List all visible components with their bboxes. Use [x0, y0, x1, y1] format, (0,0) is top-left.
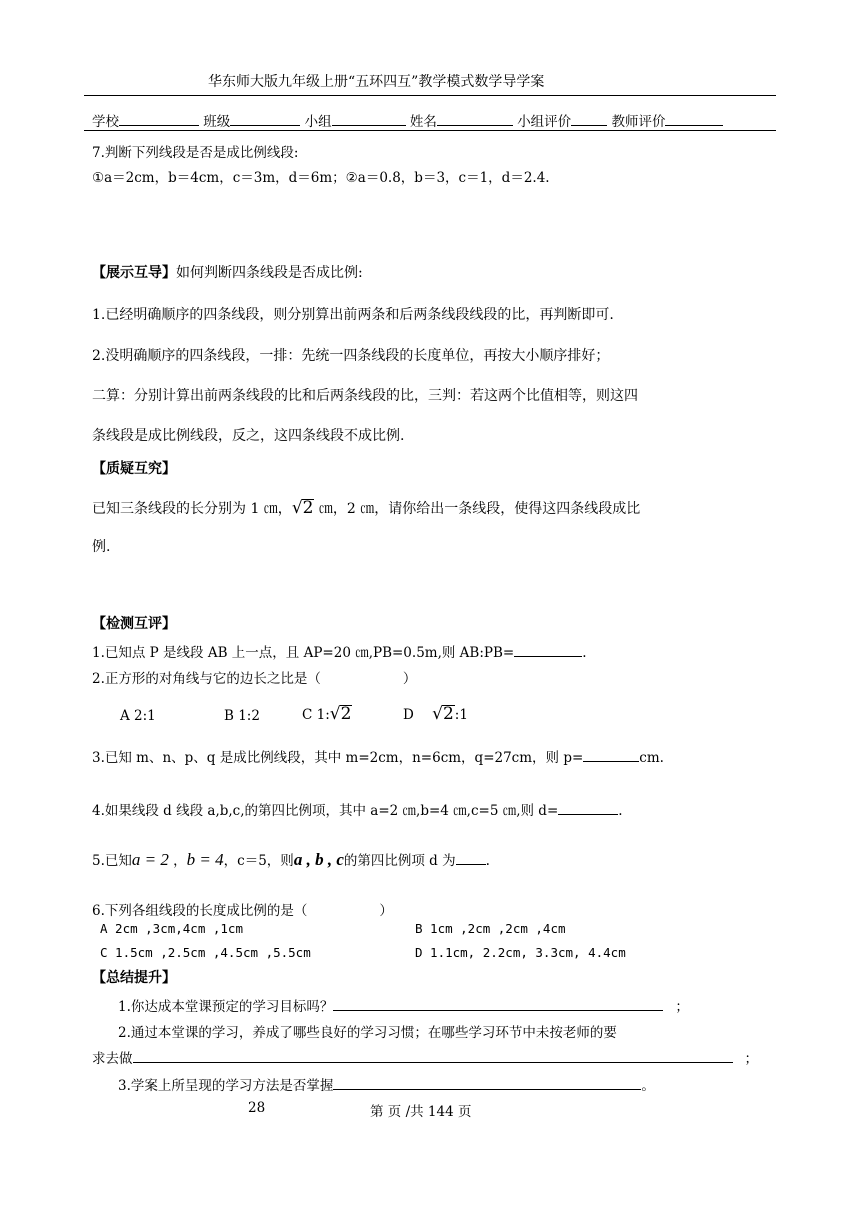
test-q3-text: 3.已知 m、n、p、q 是成比例线段，其中 m=2cm，n=6cm，q=27cm，则 p= [92, 750, 584, 766]
test-q5-a: 5.已知 [92, 853, 132, 869]
show-section [92, 262, 363, 282]
summary-s2-end: ； [744, 1051, 758, 1067]
q5-vars: a , b , c [293, 850, 344, 869]
teacher-eval-field[interactable] [665, 111, 723, 126]
s3-answer-blank[interactable] [333, 1076, 641, 1090]
summary-s1-end: ； [675, 999, 689, 1015]
q5-eq-b: b = 4 [186, 850, 224, 869]
test-q4-end: . [618, 803, 623, 819]
q6-option-d[interactable]: D 1.1cm, 2.2cm, 3.3cm, 4.4cm [415, 945, 626, 960]
sqrt-symbol: √2 [291, 498, 314, 518]
group-eval-field[interactable] [571, 111, 607, 126]
query-line1-b: ㎝，2 ㎝，请你给出一条线段，使得这四条线段成比 [314, 501, 641, 517]
q6-option-b[interactable]: B 1cm ,2cm ,2cm ,4cm [415, 921, 566, 936]
q1-answer-blank[interactable] [514, 643, 582, 657]
test-q6-end: ） [379, 903, 393, 919]
test-q5-d: 的第四比例项 d 为 [343, 853, 456, 869]
summary-s2b-text: 求去做 [92, 1051, 133, 1067]
test-q3 [92, 746, 664, 766]
q2-option-d-label: D [403, 707, 419, 723]
summary-s3-end: 。 [641, 1078, 655, 1094]
field-group-label: 小组 [304, 114, 332, 130]
q6-option-c[interactable]: C 1.5cm ,2.5cm ,4.5cm ,5.5cm [100, 945, 311, 960]
query-line1-a: 已知三条线段的长分别为 1 ㎝， [92, 501, 292, 517]
header-rule-bottom [84, 130, 776, 131]
query-line1 [92, 498, 640, 518]
s2-answer-blank[interactable] [133, 1049, 733, 1063]
sqrt-symbol: √2 [432, 704, 454, 724]
test-q4-text: 4.如果线段 d 线段 a,b,c,的第四比例项，其中 a=2 ㎝,b=4 ㎝,c=5 ㎝,则 d= [92, 803, 559, 819]
header-rule [84, 95, 776, 96]
test-q2 [92, 667, 416, 687]
test-q2-end: ） [402, 671, 417, 687]
group-field[interactable] [332, 111, 406, 126]
q5-eq-a: a = 2 [131, 850, 169, 869]
sqrt-value: 2 [442, 704, 454, 724]
q2-option-d[interactable] [403, 704, 468, 724]
page-total: 第 页 /共 144 页 [370, 1104, 472, 1120]
field-name-label: 姓名 [409, 114, 437, 130]
test-q5-end: . [485, 853, 490, 869]
summary-heading: 【总结提升】 [92, 970, 176, 986]
name-field[interactable] [437, 111, 513, 126]
q2-option-a[interactable]: A 2:1 [120, 708, 156, 724]
page-number: 28 [248, 1100, 266, 1116]
show-p2: 2.没明确顺序的四条线段，一排：先统一四条线段的长度单位，再按大小顺序排好； [92, 348, 610, 364]
class-field[interactable] [230, 111, 300, 126]
show-heading: 【展示互导】 [92, 265, 176, 281]
test-heading: 【检测互评】 [92, 616, 176, 632]
field-teacher-eval-label: 教师评价 [611, 114, 666, 130]
q2-option-b[interactable]: B 1:2 [224, 708, 260, 724]
q3-answer-blank[interactable] [583, 748, 639, 762]
summary-s1 [118, 995, 689, 1015]
show-p1: 1.已经明确顺序的四条线段，则分别算出前两条和后两条线段线段的比，再判断即可. [92, 307, 614, 323]
sqrt-value: 2 [302, 498, 314, 518]
q4-answer-blank[interactable] [558, 801, 618, 815]
test-q6-text: 6.下列各组线段的长度成比例的是（ [92, 903, 308, 919]
query-line2: 例. [92, 539, 111, 555]
query-heading: 【质疑互究】 [92, 461, 176, 477]
test-q1-end: . [582, 645, 587, 661]
test-q1-text: 1.已知点 P 是线段 AB 上一点，且 AP=20 ㎝,PB=0.5m,则 AB:PB= [92, 645, 515, 661]
test-q6 [92, 899, 393, 919]
test-q2-text: 2.正方形的对角线与它的边长之比是（ [92, 671, 321, 687]
show-intro: 如何判断四条线段是否成比例: [176, 265, 363, 281]
q7-title: 7.判断下列线段是否是成比例线段: [92, 145, 299, 161]
q2-option-c[interactable] [302, 704, 352, 724]
sqrt-symbol: √2 [329, 704, 352, 724]
test-q5: 5.已知a = 2 ，b = 4，c＝5，则a , b , c的第四比例项 d 为 . [92, 850, 490, 869]
test-q4 [92, 799, 623, 819]
summary-s2: 2.通过本堂课的学习，养成了哪些良好的学习习惯；在哪些学习环节中未按老师的要 [118, 1025, 617, 1041]
q6-option-a[interactable]: A 2cm ,3cm,4cm ,1cm [100, 921, 243, 936]
sqrt-value: 2 [340, 704, 352, 724]
field-class-label: 班级 [203, 114, 231, 130]
school-field[interactable] [119, 111, 199, 126]
test-q3-end: cm. [639, 750, 664, 766]
page-header-title: 华东师大版九年级上册“五环四互”教学模式数学导学案 [208, 74, 545, 90]
test-q5-c: ，c＝5，则 [223, 853, 294, 869]
show-p3: 二算：分别计算出前两条线段的比和后两条线段的比，三判：若这两个比值相等，则这四 [92, 388, 638, 404]
test-q1 [92, 641, 587, 661]
header-info-row [92, 110, 723, 130]
q2-option-c-label: C 1: [302, 707, 330, 723]
q2-option-d-tail: :1 [454, 707, 468, 723]
summary-s2b [92, 1047, 758, 1067]
summary-s3-text: 3.学案上所呈现的学习方法是否掌握 [118, 1078, 334, 1094]
q5-answer-blank[interactable] [456, 851, 486, 865]
summary-s3 [118, 1074, 655, 1094]
s1-answer-blank[interactable] [333, 997, 663, 1011]
field-school-label: 学校 [92, 114, 119, 130]
q7-body: ①a＝2cm，b＝4cm，c＝3m，d＝6m；②a＝0.8，b＝3，c＝1，d＝2.4. [92, 170, 550, 186]
field-group-eval-label: 小组评价 [517, 114, 572, 130]
summary-s1-text: 1.你达成本堂课预定的学习目标吗？ [118, 999, 334, 1015]
show-p4: 条线段是成比例线段，反之，这四条线段不成比例. [92, 428, 405, 444]
